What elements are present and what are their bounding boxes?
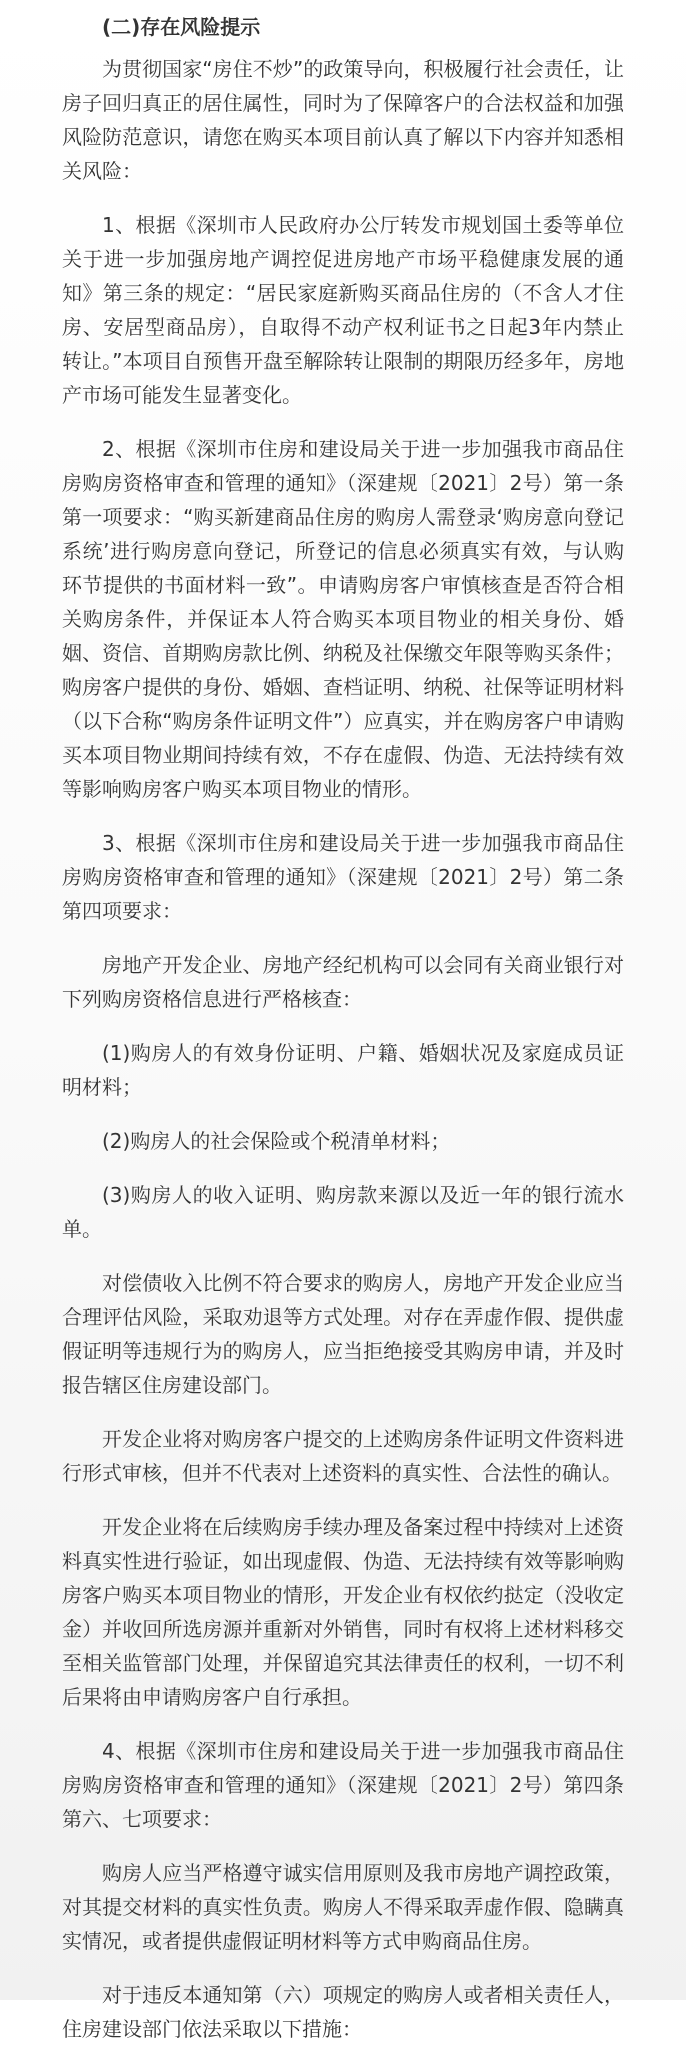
- section-heading: (二)存在风险提示: [102, 15, 261, 39]
- paragraph-risk-handling: 对偿债收入比例不符合要求的购房人，房地产开发企业应当合理评估风险，采取劝退等方式处理。对存在弄虚作假、提供虚假证明等违规行为的购房人，应当拒绝接受其购房申请，并及时报告辖区住房建设部门。: [62, 1271, 624, 1397]
- paragraph-item-3: 3、根据《深圳市住房和建设局关于进一步加强我市商品住房购房资格审查和管理的通知》（深建规〔2021〕2号）第二条第四项要求：: [62, 831, 624, 923]
- paragraph-item-4: 4、根据《深圳市住房和建设局关于进一步加强我市商品住房购房资格审查和管理的通知》（深建规〔2021〕2号）第四条第六、七项要求：: [62, 1739, 624, 1831]
- paragraph-check-2: (2)购房人的社会保险或个税清单材料；: [102, 1129, 451, 1153]
- paragraph-formal-review: 开发企业将对购房客户提交的上述购房条件证明文件资料进行形式审核，但并不代表对上述资料的真实性、合法性的确认。: [62, 1427, 624, 1485]
- paragraph-intro: 为贯彻国家“房住不炒”的政策导向，积极履行社会责任，让房子回归真正的居住属性，同时为了保障客户的合法权益和加强风险防范意识，请您在购买本项目前认真了解以下内容并知悉相关风险：: [62, 57, 624, 183]
- paragraph-buyer-integrity: 购房人应当严格遵守诚实信用原则及我市房地产调控政策，对其提交材料的真实性负责。购房人不得采取弄虚作假、隐瞒真实情况，或者提供虚假证明材料等方式申购商品住房。: [62, 1861, 624, 1953]
- paragraph-item-2: 2、根据《深圳市住房和建设局关于进一步加强我市商品住房购房资格审查和管理的通知》（深建规〔2021〕2号）第一条第一项要求：“购买新建商品住房的购房人需登录‘购房意向登记系统’进行购房意向登记，所登记的信息必须真实有效，与认购环节提供的书面材料一致”。申请购房客户审慎核查是否符合相关购房条件，并保证本人符合购买本项目物业的相关身份、婚姻、资信、首期购房款比例、纳税及社保缴交年限等购买条件；购房客户提供的身份、婚姻、查档证明、纳税、社保等证明材料（以下合称“购房条件证明文件”）应真实，并在购房客户申请购买本项目物业期间持续有效，不存在虚假、伪造、无法持续有效等影响购房客户购买本项目物业的情形。: [62, 437, 624, 801]
- paragraph-check-3: (3)购房人的收入证明、购房款来源以及近一年的银行流水单。: [62, 1183, 624, 1241]
- paragraph-check-1: (1)购房人的有效身份证明、户籍、婚姻状况及家庭成员证明材料；: [62, 1041, 624, 1099]
- paragraph-item-1: 1、根据《深圳市人民政府办公厅转发市规划国土委等单位关于进一步加强房地产调控促进房地产市场平稳健康发展的通知》第三条的规定：“居民家庭新购买商品住房的（不含人才住房、安居型商品房），自取得不动产权利证书之日起3年内禁止转让。”本项目自预售开盘至解除转让限制的期限历经多年，房地产市场可能发生显著变化。: [62, 213, 624, 407]
- paragraph-verification-intro: 房地产开发企业、房地产经纪机构可以会同有关商业银行对下列购房资格信息进行严格核查：: [62, 953, 624, 1011]
- paragraph-violation-measures: 对于违反本通知第（六）项规定的购房人或者相关责任人，住房建设部门依法采取以下措施：: [62, 1983, 624, 2041]
- paragraph-ongoing-verification: 开发企业将在后续购房手续办理及备案过程中持续对上述资料真实性进行验证，如出现虚假、伪造、无法持续有效等影响购房客户购买本项目物业的情形，开发企业有权依约挞定（没收定金）并收回所选房源并重新对外销售，同时有权将上述材料移交至相关监管部门处理，并保留追究其法律责任的权利，一切不利后果将由申请购房客户自行承担。: [62, 1515, 624, 1709]
